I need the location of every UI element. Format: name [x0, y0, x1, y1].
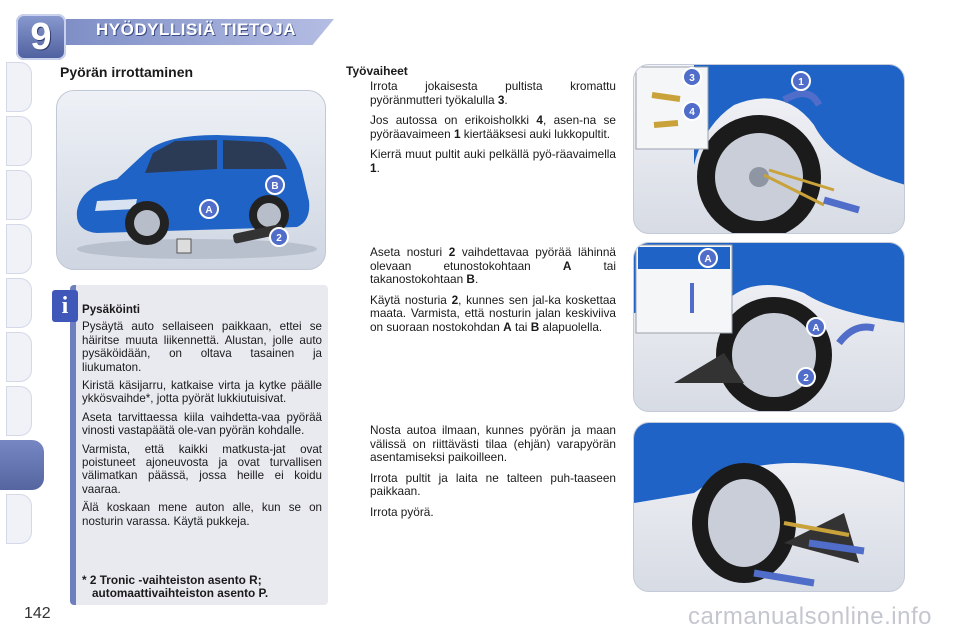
- chapter-tabs: [0, 62, 34, 582]
- label-a: A: [205, 205, 213, 216]
- footnote-line1-end: ;: [257, 573, 262, 587]
- label-3: 3: [689, 73, 695, 84]
- label-a-bottom-marker: [807, 318, 825, 336]
- footnote-star: *: [82, 573, 87, 587]
- page-number: 142: [24, 605, 51, 622]
- jack-drawing: [634, 243, 905, 412]
- section-title: Pyörän irrottaminen: [60, 64, 194, 80]
- label-1: 1: [798, 77, 804, 88]
- parking-paragraph: Pysäytä auto sellaiseen paikkaan, ettei se häiritse muuta liikennettä. Alustan, jolle auto pysäköidään, on oltava tasainen ja liukumaton.: [82, 320, 322, 374]
- label-4-marker: [683, 102, 701, 120]
- label-a-bottom: A: [812, 323, 820, 334]
- label-2-marker: [797, 368, 815, 386]
- parking-paragraph: Älä koskaan mene auton alle, kun se on nosturin varassa. Käytä pukkeja.: [82, 501, 322, 528]
- chapter-tab-1[interactable]: [6, 62, 32, 112]
- footnote-line2-bold: P: [258, 586, 265, 600]
- steps-group-3: [346, 424, 616, 527]
- chapter-tab-5[interactable]: [6, 278, 32, 328]
- parking-paragraph: Aseta tarvittaessa kiila vaihdetta-vaa pyörää vinosti vastapäätä ole-van pyörän kohdalle.: [82, 410, 322, 438]
- wheel-removal-illustration: [633, 422, 905, 592]
- step-item: Kierrä muut pultit auki pelkällä pyö-räavaimella 1.: [370, 147, 616, 175]
- label-b: B: [271, 181, 279, 192]
- label-2-marker: [270, 228, 288, 246]
- jack-positioning-illustration: [633, 242, 905, 412]
- step-item: Nosta autoa ilmaan, kunnes pyörän ja maan välissä on riittävästi tilaa (ehjän) varapyörän asentamiseksi paikoilleen.: [370, 423, 616, 465]
- parking-info-content: [82, 303, 322, 533]
- label-a-top: A: [704, 254, 712, 265]
- steps-group-1: [346, 80, 616, 183]
- step-item: Aseta nosturi 2 vaihdettavaa pyörää lähinnä olevaan etunostokohtaan A tai takanostokohtaan B.: [370, 245, 616, 287]
- chapter-tab-2[interactable]: [6, 116, 32, 166]
- car-illustration: [56, 90, 326, 270]
- parking-paragraph: Varmista, että kaikki matkusta-jat ovat poistuneet ajoneuvosta ja ovat turvallisen välimatkan päässä, jossa heille ei koidu vaaraa.: [82, 442, 322, 496]
- footnote-line1-bold: R: [249, 573, 258, 587]
- step-item: Irrota pultit ja laita ne talteen puh-taaseen paikkaan.: [370, 470, 616, 499]
- chapter-tab-7[interactable]: [6, 386, 32, 436]
- steps-group-2: [346, 246, 616, 342]
- label-a-marker: [200, 200, 218, 218]
- footnote-line2: automaattivaihteiston asento: [92, 586, 259, 600]
- chapter-tab-10[interactable]: [6, 494, 32, 544]
- footnote-line2-end: .: [264, 586, 269, 600]
- chapter-tab-3[interactable]: [6, 170, 32, 220]
- wheel-bolt-removal-illustration: [633, 64, 905, 234]
- label-4: 4: [689, 107, 695, 118]
- info-icon: i: [52, 290, 78, 322]
- step-item: Irrota jokaisesta pultista kromattu pyöränmutteri työkalulla 3.: [370, 79, 616, 107]
- chapter-tab-4[interactable]: [6, 224, 32, 274]
- steps-title: Työvaiheet: [346, 64, 408, 78]
- chapter-title: HYÖDYLLISIÄ TIETOJA: [96, 20, 296, 39]
- label-b-marker: [266, 176, 284, 194]
- parking-heading: Pysäköinti: [82, 303, 140, 316]
- parking-paragraph: Kiristä käsijarru, katkaise virta ja kytke päälle ykkösvaihde*, jotta pyörät lukkiutuisivat.: [82, 379, 322, 406]
- chapter-number-badge: 9: [16, 14, 66, 60]
- chapter-tab-9-active[interactable]: [0, 440, 44, 490]
- watermark: carmanualsonline.info: [688, 603, 932, 630]
- wheel-removal-drawing: [634, 423, 905, 592]
- step-item: Jos autossa on erikoisholkki 4, asen-na se pyöräavaimeen 1 kiertääksesi auki lukkopultit.: [370, 113, 616, 141]
- step-item: Käytä nosturia 2, kunnes sen jal-ka koskettaa maata. Varmista, että nosturin jalan keskiviiva on suoraan nostokohdan A tai B alapuolella.: [370, 292, 616, 334]
- label-1-marker: [792, 72, 810, 90]
- label-2: 2: [276, 233, 282, 244]
- wheel-bolt-drawing: [634, 65, 905, 234]
- gearbox-footnote: [82, 574, 322, 600]
- label-3-marker: [683, 68, 701, 86]
- car-drawing: [57, 91, 326, 270]
- footnote-line1: 2 Tronic -vaihteiston asento: [89, 573, 250, 587]
- step-item: Irrota pyörä.: [370, 504, 434, 519]
- chapter-tab-6[interactable]: [6, 332, 32, 382]
- label-2: 2: [803, 373, 809, 384]
- label-a-top-marker: [699, 249, 717, 267]
